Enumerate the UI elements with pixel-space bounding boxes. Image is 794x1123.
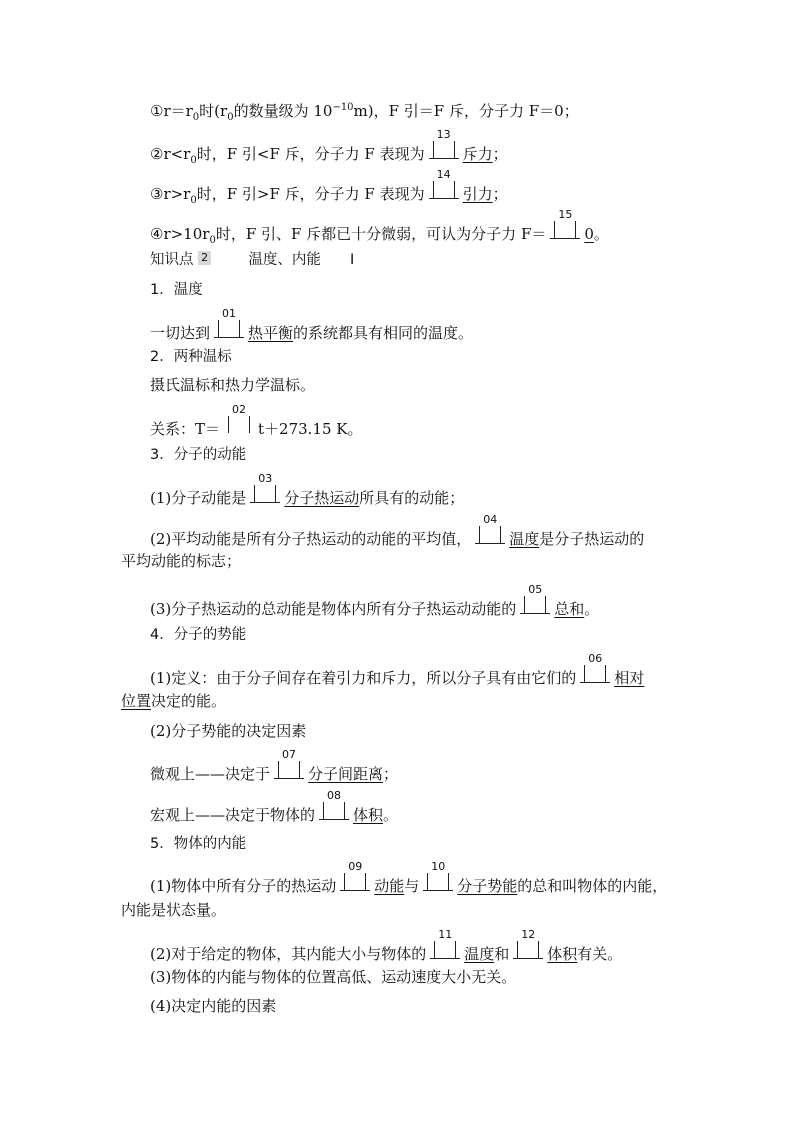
text: 时，F 引<F 斥，分子力 F 表现为 — [196, 145, 425, 163]
text: 。 — [383, 806, 399, 824]
s4-c — [150, 748, 399, 785]
section-heading: 1．温度 — [150, 282, 203, 298]
blank-box-05 — [520, 583, 550, 620]
text: (3)分子热运动的总动能是物体内所有分子热运动动能的 — [150, 600, 517, 618]
s4-a-cont — [121, 691, 226, 711]
blank-number: 07 — [278, 749, 300, 761]
section-heading: 4．分子的势能 — [150, 627, 247, 643]
blank-number: 11 — [434, 929, 456, 941]
text: ②r<r — [150, 145, 191, 163]
blank-number: 09 — [344, 861, 366, 873]
text: 和 — [494, 945, 510, 963]
answer-text: 体积 — [547, 945, 578, 963]
text: (1)分子动能是 — [150, 489, 247, 507]
text: 时(r — [199, 102, 228, 120]
blank-box-04 — [475, 513, 505, 550]
subscript: 0 — [192, 112, 200, 123]
answer-text: 分子势能 — [457, 877, 518, 895]
blank-number: 14 — [433, 169, 455, 181]
s5-c: (3)物体的内能与物体的位置高低、运动速度大小无关。 — [150, 968, 517, 986]
answer-text: 斥力 — [462, 145, 493, 163]
s2-relation — [150, 403, 363, 440]
s5-a-cont: 内能是状态量。 — [121, 901, 227, 919]
answer-text: 0 — [584, 225, 594, 243]
blank-box-10 — [423, 860, 453, 897]
knowledge-title: 温度、内能 — [248, 252, 321, 268]
s4-d — [150, 789, 399, 826]
answer-text: 温度 — [509, 530, 540, 548]
knowledge-point-header — [150, 250, 354, 270]
answer-text: 动能 — [374, 877, 405, 895]
knowledge-label: 知识点 — [150, 252, 194, 268]
s2-text: 摄氏温标和热力学温标。 — [150, 376, 316, 394]
text: 与 — [404, 877, 420, 895]
text: (1)定义：由于分子间存在着引力和斥力，所以分子具有由它们的 — [150, 669, 577, 687]
blank-number: 12 — [517, 929, 539, 941]
blank-number: 01 — [218, 308, 240, 320]
subscript: 0 — [190, 155, 197, 166]
s1-line — [150, 307, 474, 344]
text: m)，F 引＝F 斥，分子力 F＝0； — [353, 102, 579, 120]
blank-number: 08 — [323, 790, 345, 802]
text: 宏观上——决定于物体的 — [150, 806, 316, 824]
text: 微观上——决定于 — [150, 765, 271, 783]
superscript: −10 — [332, 102, 354, 113]
blank-box-15 — [550, 208, 580, 245]
answer-text: 热平衡 — [248, 324, 294, 342]
answer-text: 引力 — [462, 185, 493, 203]
text: 决定的能。 — [151, 692, 227, 710]
blank-box-09 — [340, 860, 370, 897]
blank-box-13 — [429, 128, 459, 165]
blank-number: 04 — [479, 514, 501, 526]
force-item-2 — [150, 128, 508, 171]
blank-box-11 — [430, 928, 460, 965]
blank-box-01 — [214, 307, 244, 344]
blank-number: 06 — [584, 653, 606, 665]
text: (2)平均动能是所有分子热运动的动能的平均值， — [150, 530, 472, 548]
section-heading: 2．两种温标 — [150, 349, 232, 365]
section-heading: 5．物体的内能 — [150, 836, 247, 852]
blank-box-06 — [580, 652, 610, 689]
text: ①r＝r — [150, 102, 193, 120]
s4-a — [150, 652, 645, 689]
s5-a — [150, 860, 668, 897]
s4-b: (2)分子势能的决定因素 — [150, 722, 307, 740]
text: ④r>10r — [150, 225, 210, 243]
s3-c — [150, 583, 600, 620]
section-heading: 3．分子的动能 — [150, 447, 247, 463]
s3-a — [150, 472, 465, 509]
text: ； — [492, 185, 508, 203]
subscript: 0 — [227, 112, 234, 123]
answer-text: 温度 — [464, 945, 495, 963]
answer-text: 总和 — [554, 600, 585, 618]
subscript: 0 — [209, 235, 216, 246]
blank-box-03 — [250, 472, 280, 509]
text: 是分子热运动的 — [539, 530, 645, 548]
text: 。 — [584, 600, 600, 618]
blank-box-14 — [429, 168, 459, 205]
text: 时，F 引>F 斥，分子力 F 表现为 — [196, 185, 425, 203]
text: 有关。 — [577, 945, 623, 963]
text: ； — [492, 145, 508, 163]
text: ③r>r — [150, 185, 191, 203]
text: (1)物体中所有分子的热运动 — [150, 877, 337, 895]
blank-number: 15 — [554, 209, 576, 221]
answer-text: 分子间距离 — [308, 765, 384, 783]
s5-d: (4)决定内能的因素 — [150, 997, 277, 1015]
text: 时，F 引、F 斥都已十分微弱，可认为分子力 F＝ — [215, 225, 547, 243]
blank-number: 05 — [524, 584, 546, 596]
text: 所具有的动能； — [359, 489, 465, 507]
blank-box-12 — [513, 928, 543, 965]
s3-b-cont: 平均动能的标志； — [121, 552, 242, 570]
knowledge-level: Ⅰ — [350, 252, 355, 268]
answer-text: 相对 — [614, 669, 645, 687]
text: 的总和叫物体的内能， — [517, 877, 668, 895]
s5-b — [150, 928, 623, 965]
blank-box-08 — [319, 789, 349, 826]
blank-number: 13 — [433, 129, 455, 141]
force-item-4 — [150, 208, 609, 251]
blank-number: 02 — [228, 404, 250, 416]
blank-number: 10 — [427, 861, 449, 873]
blank-box-02 — [224, 403, 254, 440]
blank-number: 03 — [254, 473, 276, 485]
answer-text: 分子热运动 — [284, 489, 360, 507]
text: 。 — [593, 225, 609, 243]
subscript: 0 — [190, 195, 197, 206]
text: t＋273.15 K。 — [258, 420, 363, 438]
text: (2)对于给定的物体，其内能大小与物体的 — [150, 945, 427, 963]
text: 的数量级为 10 — [233, 102, 333, 120]
text: 的系统都具有相同的温度。 — [293, 324, 474, 342]
answer-text: 位置 — [121, 692, 152, 710]
force-item-3 — [150, 168, 508, 211]
text: 关系：T＝ — [150, 420, 221, 438]
s3-b — [150, 513, 645, 550]
text: ； — [383, 765, 399, 783]
knowledge-tag: 2 — [198, 251, 211, 265]
answer-text: 体积 — [353, 806, 384, 824]
force-item-1 — [150, 98, 579, 128]
blank-box-07 — [274, 748, 304, 785]
text: 一切达到 — [150, 324, 211, 342]
